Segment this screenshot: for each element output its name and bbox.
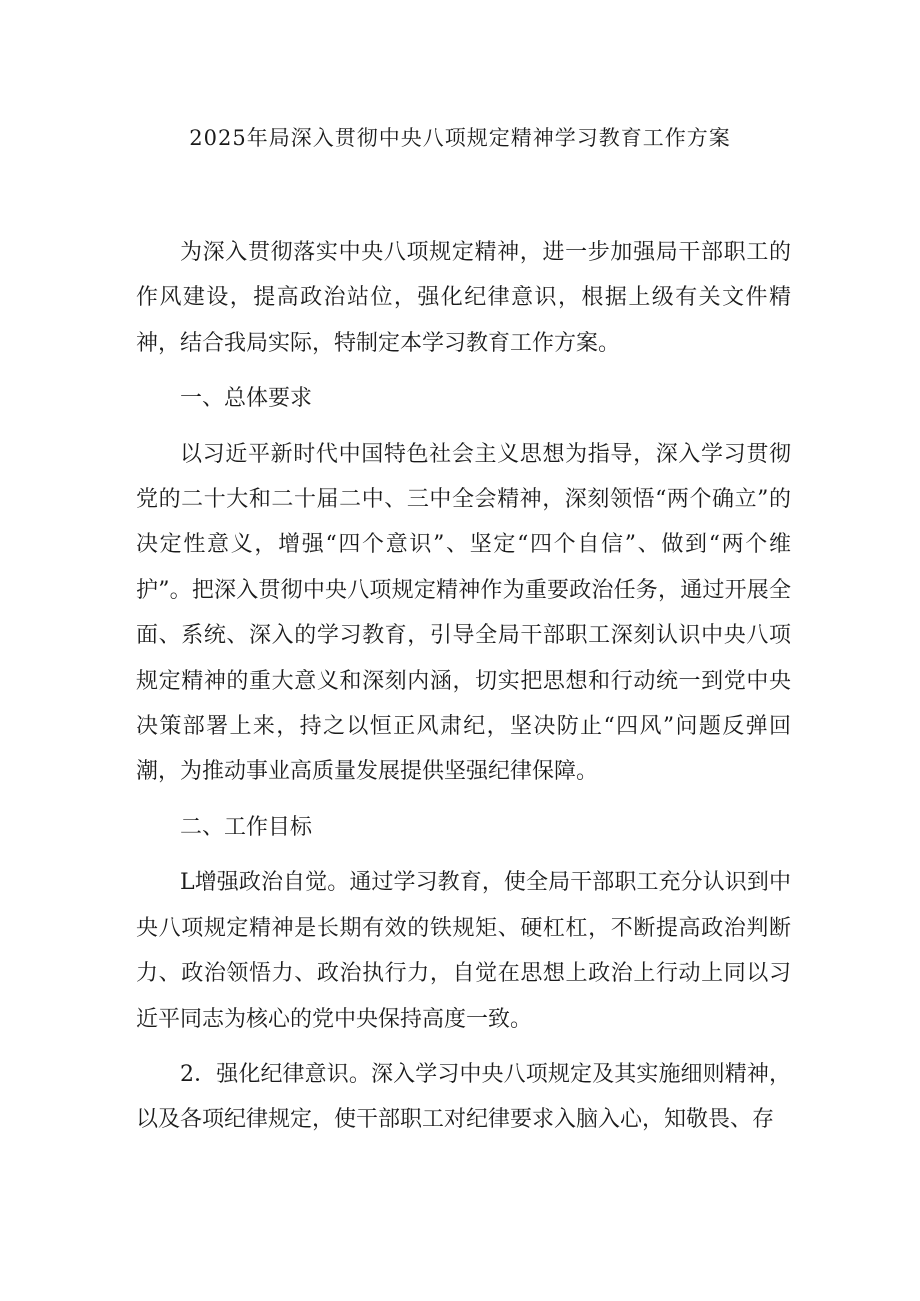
- general-requirements-paragraph: 以习近平新时代中国特色社会主义思想为指导，深入学习贯彻党的二十大和二十届二中、三中全会精神，深刻领悟“两个确立”的决定性意义，增强“四个意识”、坚定“四个自信”、做到“两个维护”。把深入贯彻中央八项规定精神作为重要政治任务，通过开展全面、系统、深入的学习教育，引导全局干部职工深刻认识中央八项规定精神的重大意义和深刻内涵，切实把思想和行动统一到党中央决策部署上来，持之以恒正风肃纪，坚决防止“四风”问题反弹回潮，为推动事业高质量发展提供坚强纪律保障。: [136, 441, 791, 785]
- document-body: [136, 230, 791, 1153]
- section-heading-general-requirements: 一、总体要求: [180, 386, 313, 412]
- goal-item-1: L增强政治自觉。通过学习教育，使全局干部职工充分认识到中央八项规定精神是长期有效的铁规矩、硬杠杠，不断提高政治判断力、政治领悟力、政治执行力，自觉在思想上政治上行动上同以习近平同志为核心的党中央保持高度一致。: [136, 870, 791, 1032]
- document-title: 2025年局深入贯彻中央八项规定精神学习教育工作方案: [189, 126, 731, 150]
- section-heading-work-goals: 二、工作目标: [180, 814, 313, 840]
- goal-item-2: 2．强化纪律意识。深入学习中央八项规定及其实施细则精神，以及各项纪律规定，使干部职工对纪律要求入脑入心，知敬畏、存: [136, 1061, 791, 1133]
- intro-paragraph: 为深入贯彻落实中央八项规定精神，进一步加强局干部职工的作风建设，提高政治站位，强化纪律意识，根据上级有关文件精神，结合我局实际，特制定本学习教育工作方案。: [136, 240, 791, 356]
